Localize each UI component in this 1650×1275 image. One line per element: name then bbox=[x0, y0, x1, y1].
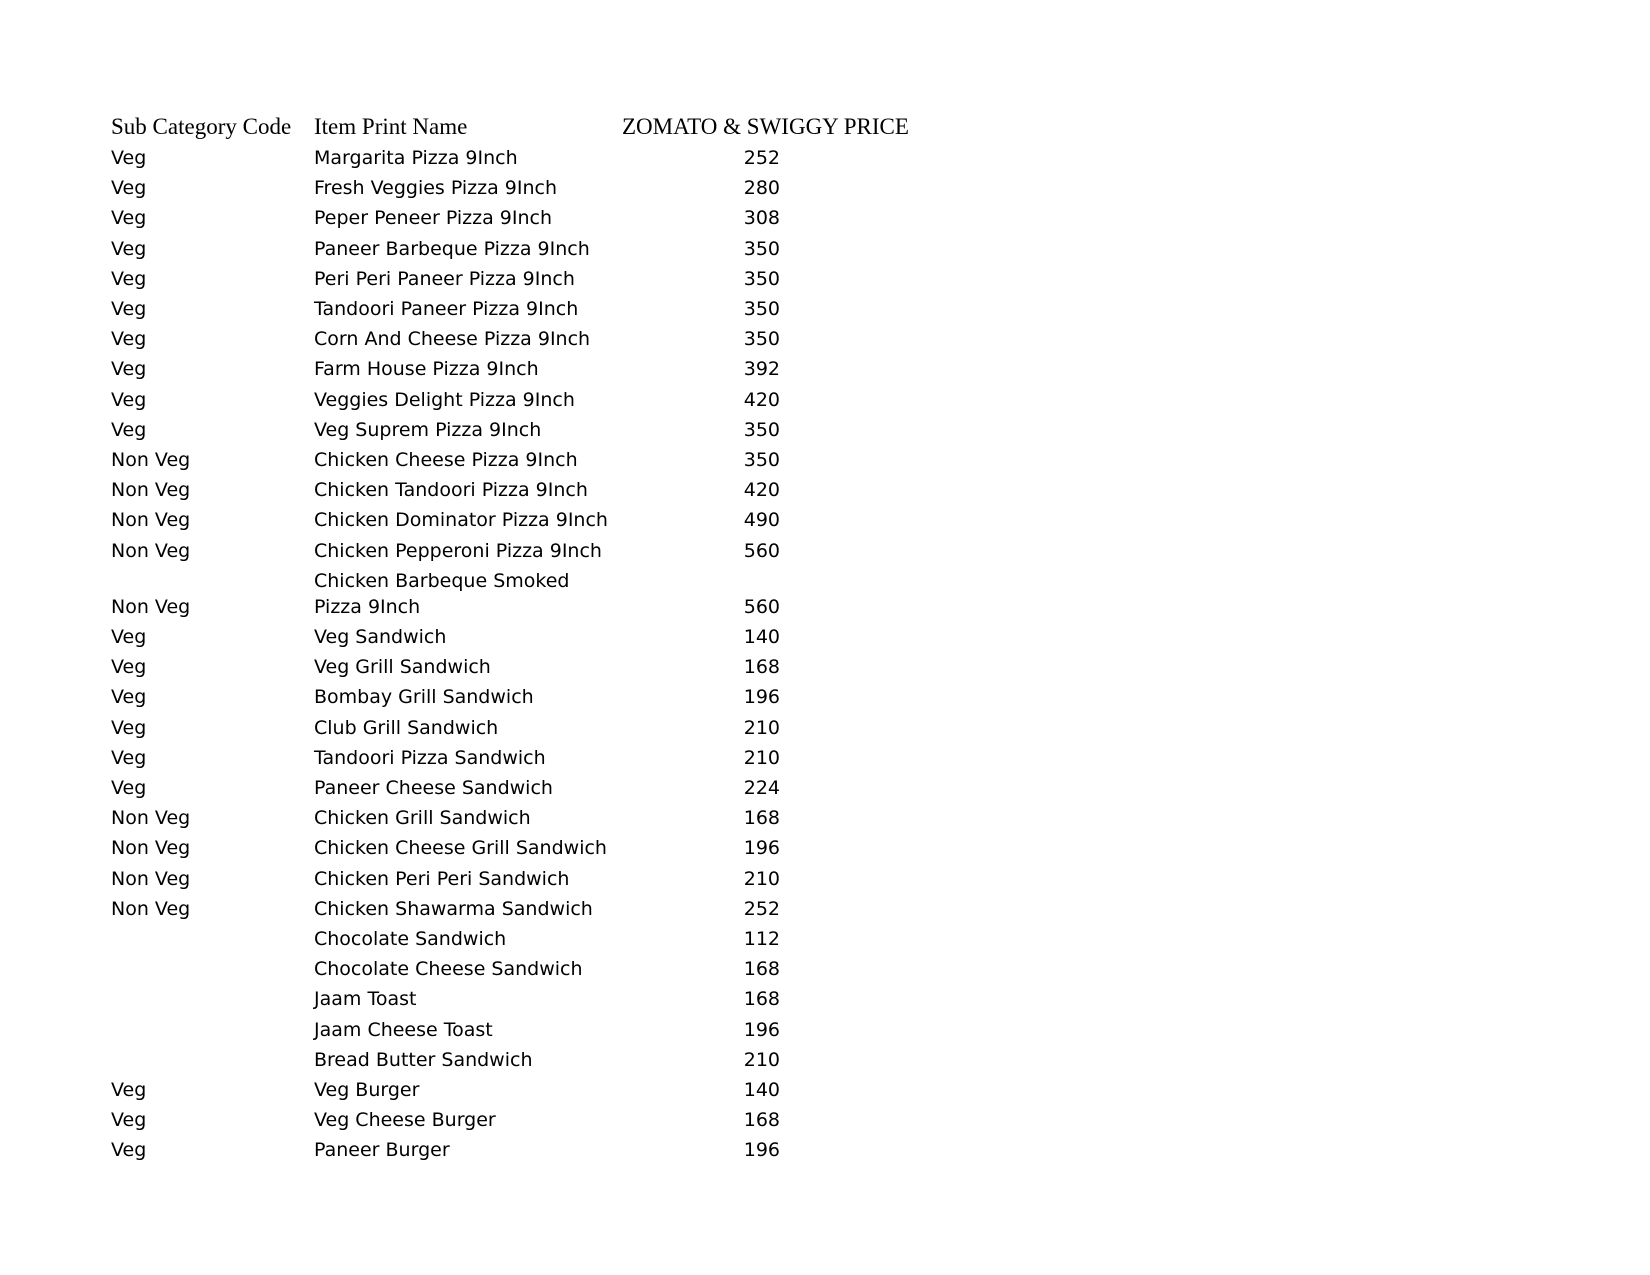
row-price: 140 bbox=[743, 1079, 780, 1101]
row-item-name: Chicken Pepperoni Pizza 9Inch bbox=[314, 539, 602, 562]
row-price: 210 bbox=[743, 716, 780, 739]
row-item-name: Farm House Pizza 9Inch bbox=[314, 358, 539, 381]
row-price: 168 bbox=[743, 958, 780, 981]
row-category: Non Veg bbox=[111, 449, 191, 471]
row-category: Veg bbox=[111, 746, 147, 769]
row-item-name: Chicken Tandoori Pizza 9Inch bbox=[314, 479, 588, 502]
row-category: Veg bbox=[111, 358, 147, 381]
row-category: Veg bbox=[111, 267, 147, 290]
row-item-name: Corn And Cheese Pizza 9Inch bbox=[314, 328, 591, 351]
row-category: Veg bbox=[111, 686, 147, 709]
row-item-name: Veg Burger bbox=[314, 1079, 420, 1101]
row-price: 196 bbox=[743, 686, 780, 709]
row-price: 490 bbox=[743, 509, 780, 532]
row-price: 210 bbox=[743, 746, 780, 769]
row-item-name: Chicken Grill Sandwich bbox=[314, 807, 531, 830]
row-category: Veg bbox=[111, 418, 147, 441]
row-price: 560 bbox=[743, 539, 780, 562]
row-price: 196 bbox=[743, 1018, 780, 1041]
row-price: 210 bbox=[743, 1048, 780, 1071]
row-category: Veg bbox=[111, 177, 147, 200]
row-category: Veg bbox=[111, 626, 147, 648]
row-price: 392 bbox=[743, 358, 780, 381]
row-item-name: Margarita Pizza 9Inch bbox=[314, 147, 518, 169]
row-category: Veg bbox=[111, 656, 147, 679]
row-item-name: Peper Peneer Pizza 9Inch bbox=[314, 207, 552, 230]
row-item-name: Veg Sandwich bbox=[314, 626, 447, 648]
row-category: Veg bbox=[111, 716, 147, 739]
row-price: 112 bbox=[743, 928, 780, 950]
row-item-name: Veg Grill Sandwich bbox=[314, 656, 491, 679]
row-category: Non Veg bbox=[111, 807, 191, 830]
header-price: ZOMATO & SWIGGY PRICE bbox=[622, 114, 909, 139]
row-item-name: Jaam Cheese Toast bbox=[314, 1018, 493, 1041]
row-price: 560 bbox=[743, 595, 780, 618]
row-price: 280 bbox=[743, 177, 780, 200]
row-item-name: Tandoori Paneer Pizza 9Inch bbox=[314, 298, 579, 320]
row-price: 196 bbox=[743, 1139, 780, 1162]
row-category: Veg bbox=[111, 1139, 147, 1162]
row-item-name: Club Grill Sandwich bbox=[314, 716, 499, 739]
row-price: 224 bbox=[743, 777, 780, 799]
row-category: Veg bbox=[111, 237, 147, 260]
row-category: Veg bbox=[111, 777, 147, 799]
row-item-name: Pizza 9Inch bbox=[314, 595, 421, 618]
row-item-name: Chicken Cheese Grill Sandwich bbox=[314, 837, 607, 860]
row-price: 350 bbox=[743, 237, 780, 260]
row-price: 350 bbox=[743, 328, 780, 351]
row-category: Non Veg bbox=[111, 897, 191, 920]
row-category: Veg bbox=[111, 328, 147, 351]
row-price: 168 bbox=[743, 656, 780, 679]
row-price: 168 bbox=[743, 807, 780, 830]
row-price: 420 bbox=[743, 479, 780, 502]
row-item-name: Chicken Barbeque Smoked bbox=[314, 569, 570, 592]
row-item-name: Chocolate Cheese Sandwich bbox=[314, 958, 583, 981]
row-item-name: Chicken Cheese Pizza 9Inch bbox=[314, 449, 578, 471]
row-price: 140 bbox=[743, 626, 780, 648]
row-item-name: Veg Cheese Burger bbox=[314, 1109, 496, 1132]
row-item-name: Chicken Shawarma Sandwich bbox=[314, 897, 593, 920]
row-item-name: Fresh Veggies Pizza 9Inch bbox=[314, 177, 558, 200]
row-category: Veg bbox=[111, 298, 147, 320]
row-item-name: Paneer Burger bbox=[314, 1139, 450, 1162]
row-category: Veg bbox=[111, 1079, 147, 1101]
row-item-name: Veggies Delight Pizza 9Inch bbox=[314, 388, 575, 411]
row-item-name: Chicken Peri Peri Sandwich bbox=[314, 867, 570, 890]
row-price: 350 bbox=[743, 298, 780, 320]
row-price: 252 bbox=[743, 897, 780, 920]
row-item-name: Veg Suprem Pizza 9Inch bbox=[314, 418, 542, 441]
row-item-name: Paneer Cheese Sandwich bbox=[314, 777, 553, 799]
row-category: Non Veg bbox=[111, 479, 191, 502]
row-price: 196 bbox=[743, 837, 780, 860]
row-price: 252 bbox=[743, 147, 780, 169]
row-price: 350 bbox=[743, 449, 780, 471]
row-category: Veg bbox=[111, 388, 147, 411]
row-category: Non Veg bbox=[111, 837, 191, 860]
row-price: 168 bbox=[743, 1109, 780, 1132]
row-category: Veg bbox=[111, 1109, 147, 1132]
row-item-name: Peri Peri Paneer Pizza 9Inch bbox=[314, 267, 575, 290]
row-category: Non Veg bbox=[111, 867, 191, 890]
row-price: 210 bbox=[743, 867, 780, 890]
row-price: 168 bbox=[743, 988, 780, 1011]
row-price: 350 bbox=[743, 418, 780, 441]
row-item-name: Chicken Dominator Pizza 9Inch bbox=[314, 509, 608, 532]
row-category: Non Veg bbox=[111, 595, 191, 618]
row-category: Non Veg bbox=[111, 509, 191, 532]
row-item-name: Paneer Barbeque Pizza 9Inch bbox=[314, 237, 590, 260]
row-item-name: Tandoori Pizza Sandwich bbox=[314, 746, 546, 769]
row-item-name: Jaam Toast bbox=[314, 988, 417, 1011]
row-category: Non Veg bbox=[111, 539, 191, 562]
row-price: 420 bbox=[743, 388, 780, 411]
row-price: 308 bbox=[743, 207, 780, 230]
row-category: Veg bbox=[111, 207, 147, 230]
header-sub-category-code: Sub Category Code bbox=[111, 114, 292, 139]
row-item-name: Bread Butter Sandwich bbox=[314, 1048, 533, 1071]
row-price: 350 bbox=[743, 267, 780, 290]
row-item-name: Chocolate Sandwich bbox=[314, 928, 507, 950]
row-item-name: Bombay Grill Sandwich bbox=[314, 686, 534, 709]
row-category: Veg bbox=[111, 147, 147, 169]
header-item-print-name: Item Print Name bbox=[314, 114, 468, 139]
